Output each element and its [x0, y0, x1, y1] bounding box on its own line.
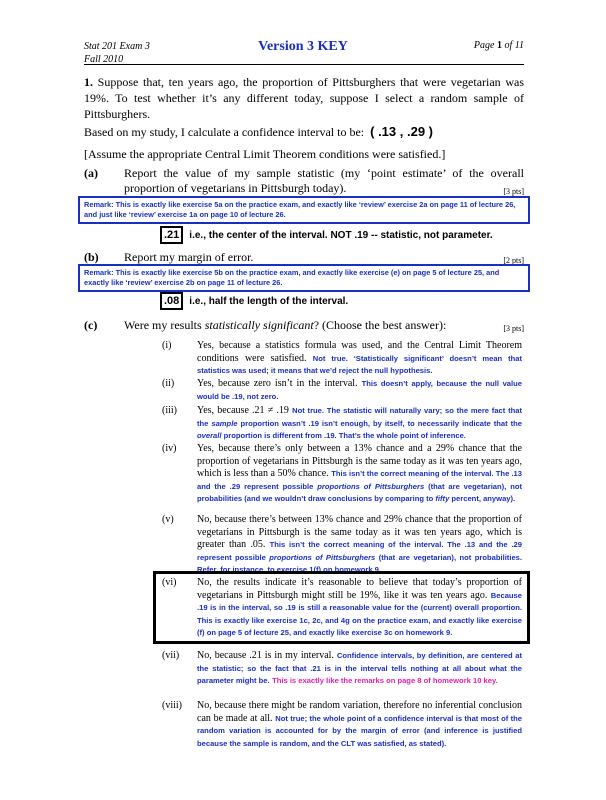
assumption-note: [Assume the appropriate Central Limit Theorem conditions were satisfied.]: [84, 147, 446, 161]
part-c-letter: (c): [84, 318, 98, 332]
part-c-question: Were my results statistically significant? (Choose the best answer): [3 pts]: [124, 318, 524, 336]
option-vi: (vi) No, the results indicate it’s reasonable to believe that today’s proportion of vegetarians in Pittsburgh might still be 19%, like it was ten years ago. Because .19 is in the interval, so .19 is still a reasonable value for the (current) overall proportion. This is exactly like exercise 1c, 2c, and 4g on the practice exam, and exactly like exercise (f) on page 5 of lecture 25, and exactly like exercise 3c on homework 9.: [162, 577, 523, 638]
option-numeral: (v): [162, 514, 174, 525]
question-body: Suppose that, ten years ago, the proportion of Pittsburghers that were vegetarian was 19%. To test whether it’s any different today, suppose I select a random sample of Pittsburghers.: [84, 75, 525, 121]
page-number: Page 1 of 11: [473, 40, 524, 51]
option-numeral: (ii): [162, 378, 175, 389]
part-c-points: [3 pts]: [503, 324, 524, 333]
part-a-question: Report the value of my sample statistic (my ‘point estimate’ of the overall proportion of vegetarians in Pittsburgh today). [3 pts]: [124, 166, 524, 199]
part-b-answer-value: .08: [160, 292, 183, 310]
option-v: (v) No, because there’s between 13% chance and 29% chance that the proportion of vegetarians in Pittsburgh is the same today as it was ten years ago, which is greater than .05. This isn’t the correct meaning of the interval. The .13 and the .29 represent possible proportions of Pittsburghers (that are vegetarian), not probabilities. Refer, for instance, to exercise 1(f) on homework 9.: [162, 514, 522, 575]
option-vii: (vii) No, because .21 is in my interval. Confidence intervals, by definition, are centered at the statistic; so the fact that .21 is in the interval tells nothing at all about what the parameter might be. This is exactly like the remarks on page 8 of homework 10 key.: [162, 650, 522, 686]
part-b-question: Report my margin of error. [2 pts]: [124, 250, 524, 268]
option-numeral: (iii): [162, 405, 177, 416]
option-numeral: (i): [162, 340, 172, 351]
option-i: (i) Yes, because a statistics formula was used, and the Central Limit Theorem conditions were satisfied. Not true. ‘Statistically significant’ doesn’t mean that statistics was used; it means that we’d reject the null hypothesis.: [162, 340, 523, 376]
part-a-remark: Remark: This is exactly like exercise 5a on the practice exam, and exactly like ‘review’ exercise 2a on page 11 of lecture 26, and just like ‘review’ exercise 1a on page 10 of lecture 26.: [78, 196, 530, 224]
option-feedback: This isn’t the correct meaning of the interval. The .13 and the .29 represent possible proportions of Pittsburghers (that are vegetarian), not probabilities. Refer, for instance, to exercise 1(f) on homework 9.: [197, 540, 522, 575]
term-label: Fall 2010: [84, 54, 124, 65]
part-a-answer-value: .21: [160, 226, 183, 244]
question-number: 1.: [84, 75, 93, 89]
part-a-points: [3 pts]: [503, 187, 524, 196]
option-numeral: (vii): [162, 650, 180, 661]
part-b-answer-note: i.e., half the length of the interval.: [189, 295, 349, 307]
ci-statement: Based on my study, I calculate a confidence interval to be: ( .13 , .29 ): [84, 124, 433, 139]
option-iii: (iii) Yes, because .21 ≠ .19 Not true. The statistic will naturally vary; so the mere fact that the sample proportion wasn’t .19 isn’t enough, by itself, to necessarily indicate that the overall proportion is different from .19. That’s the whole point of inference.: [162, 405, 523, 441]
option-feedback: Not true. ‘Statistically significant’ doesn’t mean that statistics was used; it means that we’d reject the null hypothesis.: [197, 353, 523, 376]
part-a-letter: (a): [84, 166, 98, 180]
option-feedback: Because .19 is in the interval, so .19 is still a reasonable value for the (current) overall proportion. This is exactly like exercise 1c, 2c, and 4g on the practice exam, and exactly like exercise (f) on page 5 of lecture 25, and exactly like exercise 3c on homework 9.: [197, 590, 523, 638]
header-rule: [84, 64, 524, 65]
part-a-answer: [160, 226, 493, 244]
course-label: Stat 201 Exam 3: [84, 41, 150, 52]
part-b-remark: Remark: This is exactly like exercise 5b on the practice exam, and exactly like exercise (e) on page 5 of lecture 25, and exactly like ‘review’ exercise 2b on page 11 of lecture 26.: [78, 264, 530, 292]
part-b-answer: [160, 292, 348, 310]
option-feedback-pink: This is exactly like the remarks on page 8 of homework 10 key.: [272, 676, 498, 686]
option-feedback: This isn’t the correct meaning of the interval. The .13 and the .29 represent possible proportions of Pittsburghers (that are vegetarian), not probabilities (and we wouldn’t draw conclusions by comparing to fifty percent, anyway).: [197, 469, 523, 504]
option-feedback: Not true; the whole point of a confidence interval is that most of the random variation is accounted for by the margin of error (and inference is justified because the sample is random, and the CLT was satisfied, as stated).: [197, 713, 523, 748]
option-numeral: (viii): [162, 700, 182, 711]
part-b-letter: (b): [84, 250, 99, 264]
option-feedback: This doesn’t apply, because the null value would be .19, not zero.: [197, 379, 523, 401]
option-numeral: (vi): [162, 577, 177, 588]
option-numeral: (iv): [162, 443, 177, 454]
ci-value: ( .13 , .29 ): [370, 124, 433, 139]
option-ii: (ii) Yes, because zero isn’t in the interval. This doesn’t apply, because the null value would be .19, not zero.: [162, 378, 523, 401]
option-feedback: Confidence intervals, by definition, are centered at the statistic; so the fact that .21 is in the interval tells nothing at all about what the parameter might be.: [197, 651, 522, 686]
option-iv: (iv) Yes, because there’s only between a 13% chance and a 29% chance that the proportion of vegetarians in Pittsburgh is the same today as it was ten years ago, which is less than a 50% chance. This isn’t the correct meaning of the interval. The .13 and the .29 represent possible proportions of Pittsburghers (that are vegetarian), not probabilities (and we wouldn’t draw conclusions by comparing to fifty percent, anyway).: [162, 443, 523, 504]
question-text: [84, 74, 524, 122]
option-viii: (viii) No, because there might be random variation, therefore no inferential conclusion can be made at all. Not true; the whole point of a confidence interval is that most of the random variation is accounted for by the margin of error (and inference is justified because the sample is random, and the CLT was satisfied, as stated).: [162, 700, 523, 748]
option-feedback: Not true. The statistic will naturally vary; so the mere fact that the sample proportion wasn’t .19 isn’t enough, by itself, to necessarily indicate that the overall proportion is different from .19. That’s the whole point of inference.: [197, 406, 523, 441]
part-b-points: [2 pts]: [503, 256, 524, 265]
part-a-answer-note: i.e., the center of the interval. NOT .19 -- statistic, not parameter.: [189, 229, 493, 241]
version-title: Version 3 KEY: [258, 39, 348, 54]
